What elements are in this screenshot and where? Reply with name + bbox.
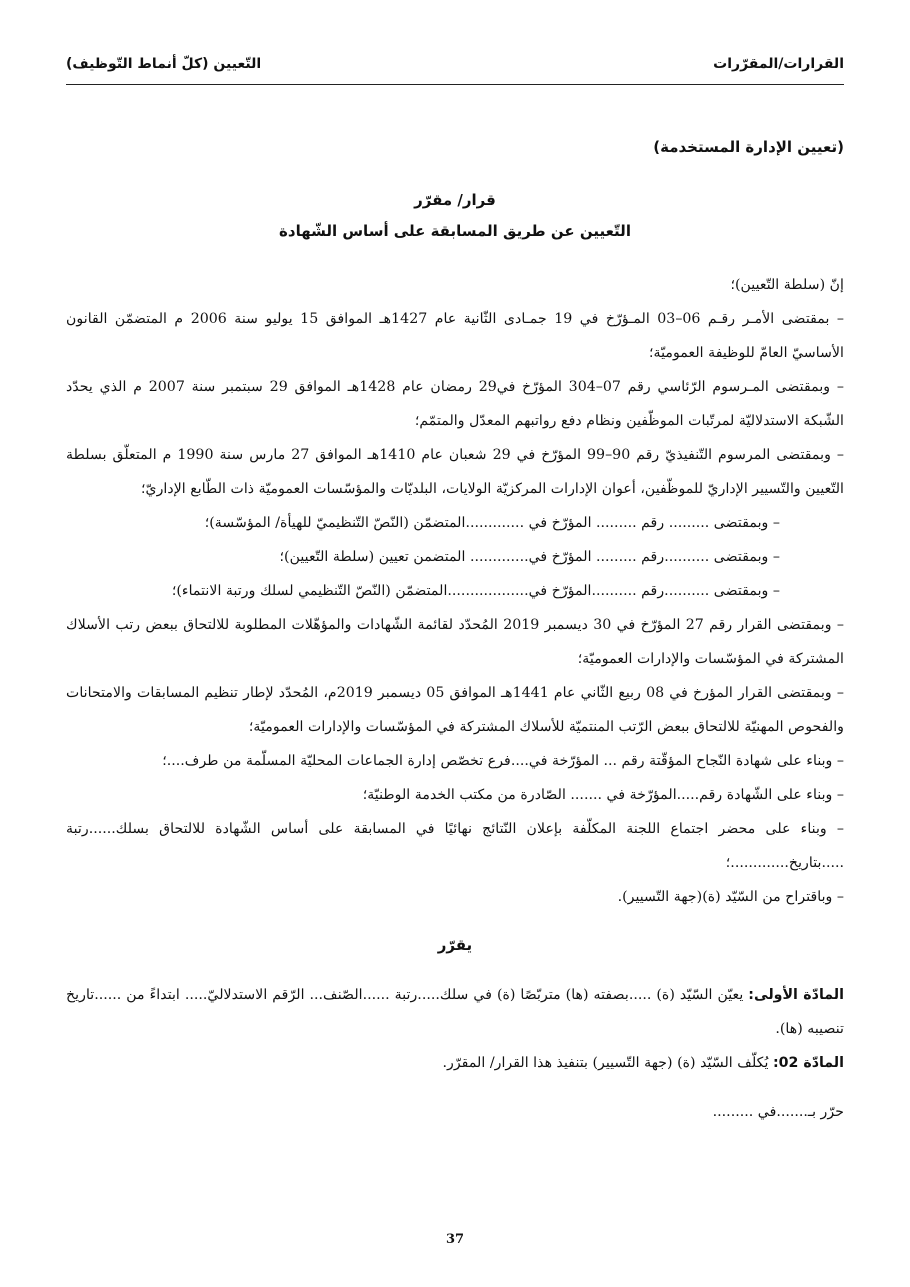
recital-ordinance: – بمقتضى الأمـر رقـم 06–03 المـؤرّخ في 19 جمـادى الثّانية عام 1427هـ الموافق 15 يوليو سنة 2006 م المتضمّن القانون الأساسيّ العامّ للوظيفة العموميّة؛ bbox=[66, 311, 844, 361]
recital-decision-framework: – وبمقتضى القرار المؤرخ في 08 ربيع الثّاني عام 1441هـ الموافق 05 ديسمبر 2019م، المُحدّد لإطار تنظيم المسابقات والامتحانات والفحوص المهنيّة للالتحاق ببعض الرّتب المنتميّة للأسلاك المشتركة في المؤسّسات والإدارات العموميّة؛ bbox=[66, 685, 844, 735]
subject-title: التّعيين عن طريق المسابقة على أساس الشّهادة bbox=[279, 222, 631, 240]
document-body bbox=[66, 138, 844, 1134]
recital-national-service: – وبناء على الشّهادة رقم.....المؤرّخة في ....... الصّادرة من مكتب الخدمة الوطنيّة؛ bbox=[362, 787, 844, 803]
article-2-text: يُكلّف السّيّد (ة) (جهة التّسيير) بتنفيذ هذا القرار/ المقرّر. bbox=[442, 1055, 773, 1071]
recital-committee-minutes: – وبناء على محضر اجتماع اللجنة المكلّفة بإعلان النّتائج نهائيًا في المسابقة على أساس الشّهادة للالتحاق بسلك......رتبة .....بتاريخ.............؛ bbox=[66, 821, 844, 871]
header-section-title: القرارات/المقرّرات bbox=[713, 56, 844, 72]
recital-blank-2: – وبمقتضى ..........رقم ......... المؤرّخ في............. المتضمن تعيين (سلطة التّعيين)؛ bbox=[279, 549, 780, 565]
article-2-title: المادّة 02: bbox=[772, 1055, 844, 1071]
recital-blank-1: – وبمقتضى ......... رقم ......... المؤرّخ في .............المتضمّن (النّصّ التّنظيميّ للهيأة/ المؤسّسة)؛ bbox=[204, 515, 780, 531]
admin-label: (تعيين الإدارة المستخدمة) bbox=[653, 138, 844, 156]
header-chapter-title: التّعيين (كلّ أنماط التّوظيف) bbox=[66, 56, 262, 72]
decides-heading: يقرّر bbox=[437, 936, 473, 954]
title-block bbox=[66, 185, 844, 247]
decision-title: قرار/ مقرّر bbox=[414, 191, 496, 209]
recital-blank-3: – وبمقتضى ..........رقم ..........المؤرّخ في..................المتضمّن (النّصّ التّنظيمي لسلك ورتبة الانتماء)؛ bbox=[171, 583, 780, 599]
recital-presidential-decree: – وبمقتضى المـرسوم الرّئاسي رقم 07–304 المؤرّخ في29 رمضان عام 1428هـ الموافق 29 سبتمبر سنة 2007 م الذي يحدّد الشّبكة الاستدلاليّة لمرتّبات الموظّفين ونظام دفع رواتبهم المعدّل والمتمّم؛ bbox=[66, 379, 844, 429]
recital-success-certificate: – وبناء على شهادة النّجاح المؤقّتة رقم ... المؤرّخة في....فرع تخصّص إدارة الجماعات المحليّة المسلّمة من طرف....؛ bbox=[162, 753, 844, 769]
recital-decision-27: – وبمقتضى القرار رقم 27 المؤرّخ في 30 ديسمبر 2019 المُحدّد لقائمة الشّهادات والمؤهّلات المطلوبة للالتحاق ببعض رتب الأسلاك المشتركة في المؤسّسات والإدارات العموميّة؛ bbox=[66, 617, 844, 667]
recital-proposal: – وباقتراح من السّيّد (ة)(جهة التّسيير). bbox=[617, 889, 844, 905]
recital-executive-decree: – وبمقتضى المرسوم التّنفيذيّ رقم 90–99 المؤرّخ في 29 شعبان عام 1410هـ الموافق 27 مارس سنة 1990 م المتعلّق بسلطة التّعيين والتّسيير الإداريّ للموظّفين، أعوان الإدارات المركزيّة الولايات، البلديّات والمؤسّسات العموميّة ذات الطّابع الإداريّ؛ bbox=[66, 447, 844, 497]
article-2 bbox=[66, 1046, 844, 1080]
header-divider bbox=[66, 84, 844, 85]
article-1-title: المادّة الأولى: bbox=[748, 987, 844, 1003]
preamble-authority: إنّ (سلطة التّعيين)؛ bbox=[730, 277, 844, 293]
page-header bbox=[66, 56, 844, 72]
article-1 bbox=[66, 978, 844, 1046]
article-1-text: يعيّن السّيّد (ة) .....بصفته (ها) متربّصًا (ة) في سلك.....رتبة ......الصّنف... الرّقم الاستدلاليّ..... ابتداءً من ......تاريخ تنصيبه (ها). bbox=[66, 987, 844, 1037]
page-number: 37 bbox=[445, 1232, 465, 1247]
written-at: حرّر بـ.......في ......... bbox=[712, 1104, 844, 1120]
